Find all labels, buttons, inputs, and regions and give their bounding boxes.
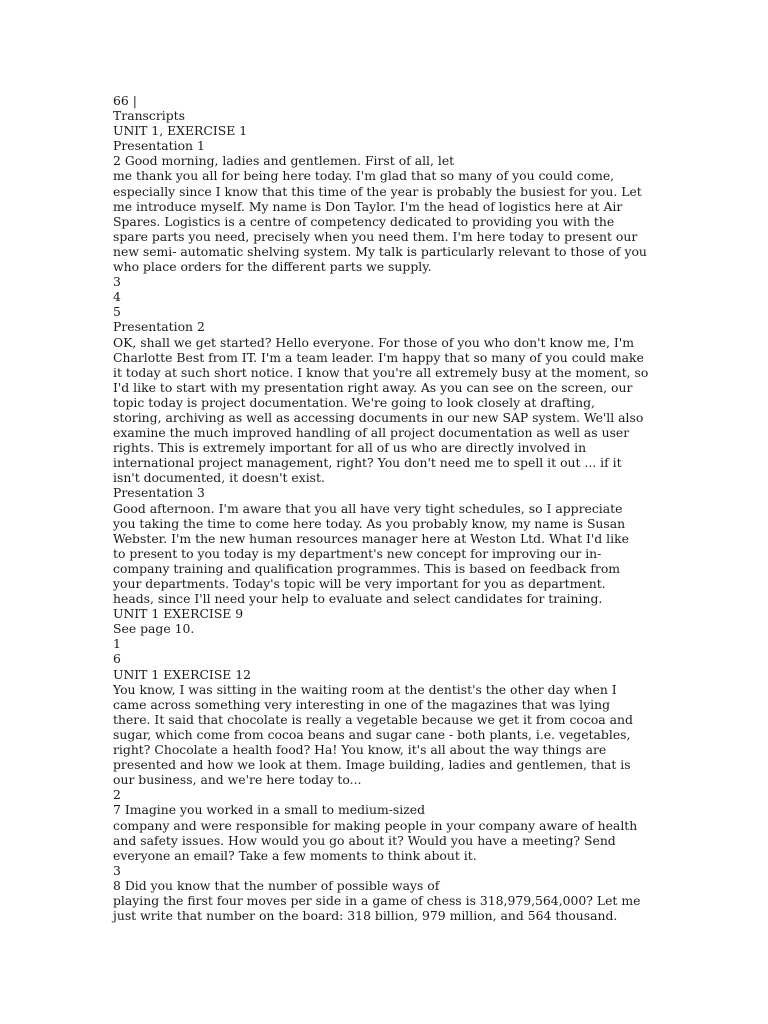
text-line: 5 — [113, 304, 121, 320]
text-line: 7 Imagine you worked in a small to medium-sized — [113, 802, 426, 818]
text-line: Webster. I'm the new human resources manager here at Weston Ltd. What I'd like — [113, 530, 629, 546]
text-line: rights. This is extremely important for all of us who are directly involved in — [113, 440, 587, 456]
text-line: Spares. Logistics is a centre of competency dedicated to providing you with the — [113, 213, 615, 229]
text-line: new semi- automatic shelving system. My talk is particularly relevant to those of you — [113, 243, 647, 259]
text-line: came across something very interesting in one of the magazines that was lying — [113, 696, 610, 712]
text-line: isn't documented, it doesn't exist. — [113, 470, 325, 486]
text-line: Charlotte Best from IT. I'm a team leader. I'm happy that so many of you could make — [113, 349, 644, 365]
text-line: there. It said that chocolate is really a vegetable because we get it from cocoa and — [113, 711, 633, 727]
text-line: you taking the time to come here today. As you probably know, my name is Susan — [113, 515, 626, 531]
presentation-heading: Presentation 1 — [113, 138, 205, 154]
text-line: especially since I know that this time of the year is probably the busiest for you. Let — [113, 183, 642, 199]
text-line: just write that number on the board: 318 billion, 979 million, and 564 thousand. — [113, 908, 618, 924]
text-line: me introduce myself. My name is Don Taylor. I'm the head of logistics here at Air — [113, 198, 623, 214]
text-line: examine the much improved handling of all project documentation as well as user — [113, 425, 630, 441]
text-line: 1 — [113, 636, 121, 652]
text-line: OK, shall we get started? Hello everyone. For those of you who don't know me, I'm — [113, 334, 634, 350]
presentation-heading: Presentation 2 — [113, 319, 205, 335]
text-line: 8 Did you know that the number of possible ways of — [113, 877, 440, 893]
page-number: 66 | — [113, 93, 137, 108]
text-line: right? Chocolate a health food? Ha! You know, it's all about the way things are — [113, 742, 607, 758]
text-line: who place orders for the different parts we supply. — [113, 259, 432, 275]
text-line: and safety issues. How would you go about it? Would you have a meeting? Send — [113, 832, 616, 848]
exercise-heading: UNIT 1 EXERCISE 12 — [113, 666, 252, 682]
text-line: topic today is project documentation. We're going to look closely at drafting, — [113, 394, 595, 410]
text-line: our business, and we're here today to... — [113, 772, 362, 788]
text-line: your departments. Today's topic will be very important for you as department. — [113, 576, 606, 591]
text-line: See page 10. — [113, 621, 195, 637]
text-line: 3 — [113, 862, 121, 878]
text-line: 4 — [113, 289, 121, 305]
text-line: 6 — [113, 651, 121, 667]
text-line: to present to you today is my department's new concept for improving our in- — [113, 545, 602, 561]
text-line: Good afternoon. I'm aware that you all have very tight schedules, so I appreciate — [113, 500, 623, 516]
exercise-heading: UNIT 1, EXERCISE 1 — [113, 123, 248, 139]
text-line: 3 — [113, 274, 121, 290]
text-line: spare parts you need, precisely when you need them. I'm here today to present our — [113, 228, 638, 244]
text-line: 2 — [113, 787, 121, 803]
text-line: it today at such short notice. I know that you're all extremely busy at the moment, so — [113, 364, 649, 380]
text-line: international project management, right? You don't need me to spell it out ... if it — [113, 455, 622, 471]
section-heading-transcripts: Transcripts — [113, 108, 186, 124]
text-line: storing, archiving as well as accessing documents in our new SAP system. We'll also — [113, 409, 644, 425]
text-line: 2 Good morning, ladies and gentlemen. First of all, let — [113, 153, 455, 169]
text-line: sugar, which come from cocoa beans and sugar cane - both plants, i.e. vegetables, — [113, 726, 631, 742]
text-line: me thank you all for being here today. I'm glad that so many of you could come, — [113, 168, 615, 184]
presentation-heading: Presentation 3 — [113, 485, 205, 501]
text-line: playing the first four moves per side in a game of chess is 318,979,564,000? Let me — [113, 892, 641, 908]
document-page — [113, 93, 673, 923]
exercise-heading: UNIT 1 EXERCISE 9 — [113, 606, 244, 622]
text-line: presented and how we look at them. Image building, ladies and gentlemen, that is — [113, 757, 631, 773]
text-line: company training and qualification programmes. This is based on feedback from — [113, 560, 621, 576]
text-line: everyone an email? Take a few moments to think about it. — [113, 847, 477, 863]
text-line: You know, I was sitting in the waiting room at the dentist's the other day when I — [113, 681, 617, 697]
text-line: I'd like to start with my presentation right away. As you can see on the screen, our — [113, 379, 633, 395]
text-line: heads, since I'll need your help to evaluate and select candidates for training. — [113, 591, 603, 607]
text-line: company and were responsible for making people in your company aware of health — [113, 817, 638, 833]
